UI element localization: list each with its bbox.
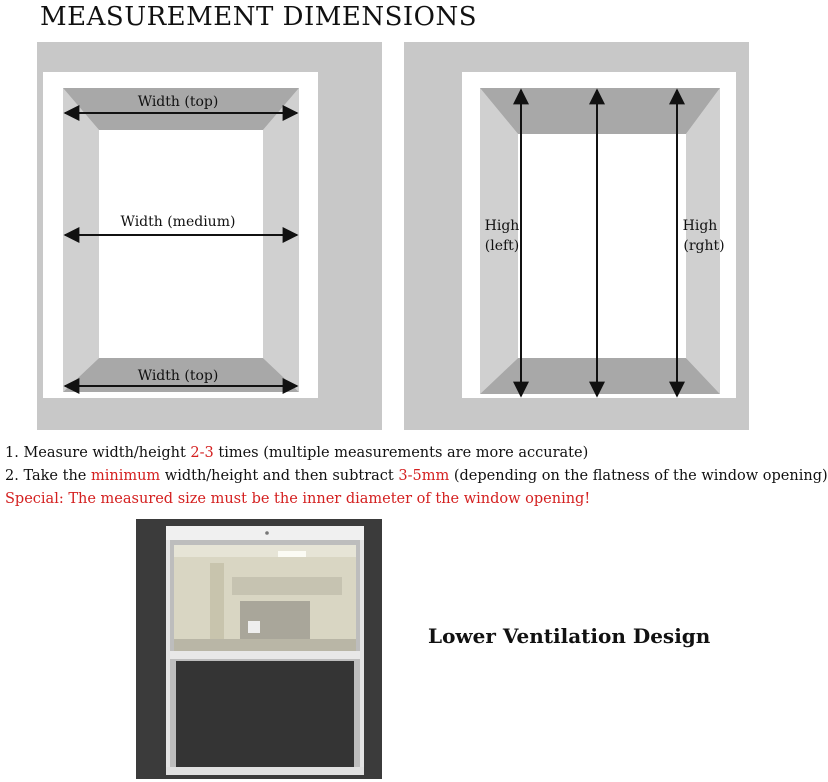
width-bottom-label: Width (top) xyxy=(137,368,219,384)
window-photo xyxy=(136,519,382,779)
caption: Lower Ventilation Design xyxy=(428,624,711,648)
width-diagram-drawing xyxy=(37,42,382,430)
special-note: Special: The measured size must be the inner diameter of the window opening! xyxy=(5,491,591,507)
height-right-label-line1: High xyxy=(682,218,718,234)
lower-panel xyxy=(176,661,354,767)
header-rail xyxy=(166,526,364,540)
height-diagram-drawing xyxy=(404,42,749,430)
meeting-rail xyxy=(170,651,360,659)
window-opening xyxy=(518,134,686,358)
instruction-1: 1. Measure width/height 2-3 times (multiple measurements are more accurate) xyxy=(5,445,589,461)
bottom-bevel xyxy=(480,358,720,394)
page-title: MEASUREMENT DIMENSIONS xyxy=(40,2,478,32)
width-diagram xyxy=(37,42,382,430)
window-opening xyxy=(99,130,263,358)
width-top-label: Width (top) xyxy=(137,94,219,110)
left-bevel xyxy=(63,88,99,392)
instructions xyxy=(5,442,828,511)
height-left-label-line2: (left) xyxy=(484,238,520,254)
height-right-label-line2: (rght) xyxy=(683,238,725,254)
top-bevel xyxy=(480,88,720,134)
width-medium-label: Width (medium) xyxy=(120,214,236,230)
instruction-2: 2. Take the minimum width/height and then subtract 3-5mm (depending on the flatness of the window opening) xyxy=(5,468,828,484)
right-bevel xyxy=(263,88,299,392)
height-diagram xyxy=(404,42,749,430)
height-left-label-line1: High xyxy=(484,218,520,234)
window-illustration xyxy=(136,519,382,779)
